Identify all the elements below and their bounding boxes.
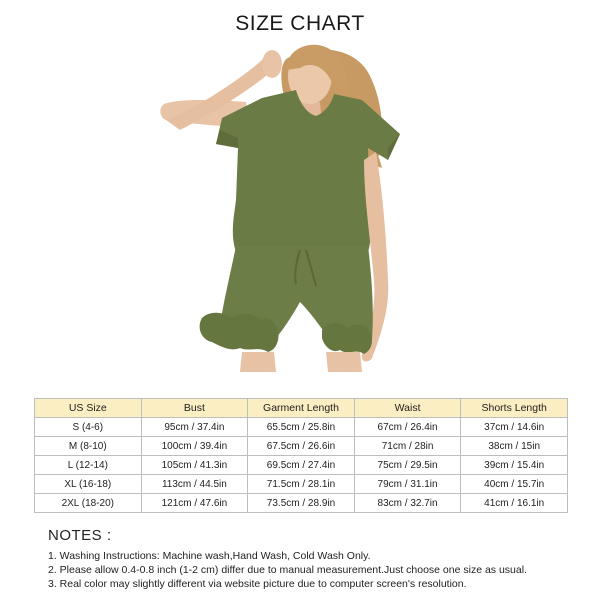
table-row	[35, 494, 568, 513]
cell-garment-length: 71.5cm / 28.1in	[248, 475, 355, 494]
cell-size: M (8-10)	[35, 437, 142, 456]
ruffle-left	[200, 313, 279, 352]
cell-waist: 79cm / 31.1in	[354, 475, 461, 494]
size-table	[34, 398, 568, 513]
cell-size: XL (16-18)	[35, 475, 142, 494]
cell-shorts-length: 41cm / 16.1in	[461, 494, 568, 513]
cell-shorts-length: 39cm / 15.4in	[461, 456, 568, 475]
table-header-row	[35, 399, 568, 418]
notes-title: NOTES :	[48, 527, 112, 544]
cell-garment-length: 67.5cm / 26.6in	[248, 437, 355, 456]
header-garment-length: Garment Length	[248, 399, 355, 418]
cell-waist: 75cm / 29.5in	[354, 456, 461, 475]
cell-bust: 105cm / 41.3in	[141, 456, 248, 475]
cell-bust: 100cm / 39.4in	[141, 437, 248, 456]
cell-shorts-length: 40cm / 15.7in	[461, 475, 568, 494]
notes-section	[48, 527, 588, 591]
product-photo	[150, 40, 450, 372]
header-waist: Waist	[354, 399, 461, 418]
cell-waist: 83cm / 32.7in	[354, 494, 461, 513]
table-row	[35, 475, 568, 494]
header-us-size: US Size	[35, 399, 142, 418]
cell-shorts-length: 38cm / 15in	[461, 437, 568, 456]
cell-size: 2XL (18-20)	[35, 494, 142, 513]
cell-bust: 113cm / 44.5in	[141, 475, 248, 494]
note-color: 3. Real color may slightly different via website picture due to computer screen's resolution.	[48, 578, 467, 590]
size-table-wrap	[34, 398, 568, 513]
hand	[262, 50, 282, 78]
legs	[240, 352, 362, 372]
note-washing: 1. Washing Instructions: Machine wash,Hand Wash, Cold Wash Only.	[48, 550, 371, 562]
cell-size: S (4-6)	[35, 418, 142, 437]
cell-waist: 67cm / 26.4in	[354, 418, 461, 437]
cell-waist: 71cm / 28in	[354, 437, 461, 456]
cell-shorts-length: 37cm / 14.6in	[461, 418, 568, 437]
header-shorts-length: Shorts Length	[461, 399, 568, 418]
table-row	[35, 437, 568, 456]
note-measurement: 2. Please allow 0.4-0.8 inch (1-2 cm) differ due to manual measurement.Just choose one size as usual.	[48, 564, 527, 576]
cell-bust: 95cm / 37.4in	[141, 418, 248, 437]
cell-bust: 121cm / 47.6in	[141, 494, 248, 513]
header-bust: Bust	[141, 399, 248, 418]
table-row	[35, 456, 568, 475]
table-row	[35, 418, 568, 437]
cell-garment-length: 69.5cm / 27.4in	[248, 456, 355, 475]
ruffle-right	[322, 323, 372, 354]
cell-garment-length: 65.5cm / 25.8in	[248, 418, 355, 437]
cell-size: L (12-14)	[35, 456, 142, 475]
cell-garment-length: 73.5cm / 28.9in	[248, 494, 355, 513]
page-title: SIZE CHART	[235, 12, 365, 35]
